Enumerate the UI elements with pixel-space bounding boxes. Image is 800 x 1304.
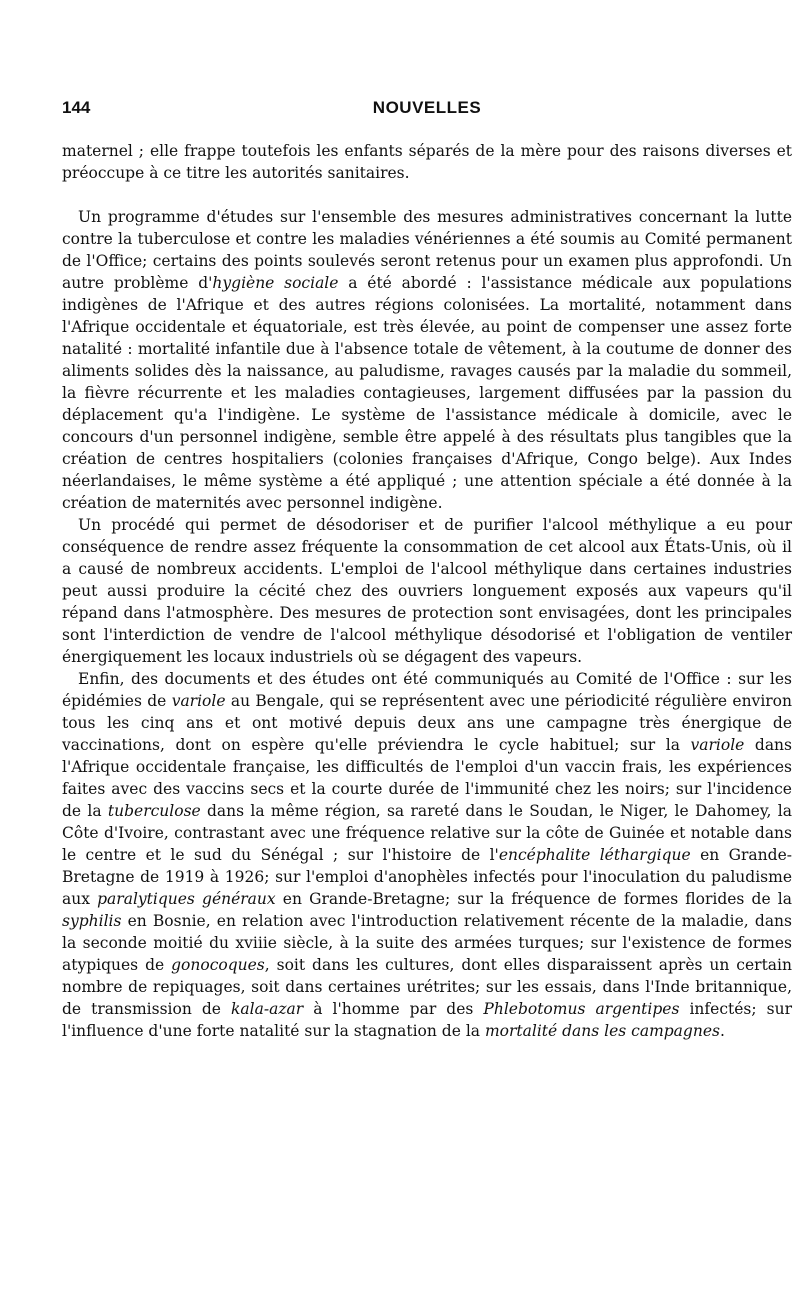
text-run: dans l'Afrique occidentale française, les difficultés de l'emploi d'un vaccin frais, les expériences faites avec des vaccins secs et la courte durée de l'immunité chez les noirs; sur l'incidence de la xyxy=(62,736,792,820)
italic-text: hygiène sociale xyxy=(212,274,339,292)
text-run: en Grande-Bretagne; sur la fréquence de formes florides de la xyxy=(275,890,792,908)
italic-text: gonocoques xyxy=(171,956,265,974)
text-run: maternel ; elle frappe toutefois les enfants séparés de la mère pour des raisons diverses et préoccupe à ce titre les autorités sanitaires. xyxy=(62,142,792,182)
text-run: , soit dans les cultures, dont elles disparaissent après un certain nombre de repiquages, soit dans certaines urétrites; sur les essais, dans l'Inde britannique, de transmission de xyxy=(62,956,792,1018)
text-run: dans la même région, sa rareté dans le Soudan, le Niger, le Dahomey, la Côte d'Ivoire, contrastant avec une fréquence relative sur la côte de Guinée et notable dans le centre et le sud du Sénégal ; sur l'histoire de l' xyxy=(62,802,792,864)
italic-text: encéphalite léthargique xyxy=(498,846,691,864)
text-run: Enfin, des documents et des études ont été communiqués au Comité de l'Office : sur les épidémies de xyxy=(62,670,792,710)
text-run: au Bengale, qui se représentent avec une périodicité régulière environ tous les cinq ans et ont motivé depuis deux ans une campagne très énergique de vaccinations, dont on espère qu'elle préviendra le cycle habituel; sur la xyxy=(62,692,792,754)
paragraph xyxy=(62,140,792,184)
text-run: en Grande-Bretagne de 1919 à 1926; sur l'emploi d'anophèles infectés pour l'inoculation du paludisme aux xyxy=(62,846,792,908)
running-title: NOUVELLES xyxy=(372,98,482,117)
italic-text: tuberculose xyxy=(107,802,201,820)
text-run: Un procédé qui permet de désodoriser et de purifier l'alcool méthylique a eu pour conséquence de rendre assez fréquente la consommation de cet alcool aux États-Unis, où il a causé de nombreux accidents. L'emploi de l'alcool méthylique dans certaines industries peut aussi produire la cécité chez des ouvriers longuement exposés aux vapeurs qu'il répand dans l'atmosphère. Des mesures de protection sont envisagées, dont les principales sont l'interdiction de vendre de l'alcool méthylique désodorisé et l'obligation de ventiler énergiquement les locaux industriels où se dégagent des vapeurs. xyxy=(62,516,792,666)
text-run: . xyxy=(719,1022,725,1040)
page-header xyxy=(62,98,792,124)
text-run: en Bosnie, en relation avec l'introduction relativement récente de la maladie, dans la seconde moitié du xviiie siècle, à la suite des armées turques; sur l'existence de formes atypiques de xyxy=(62,912,792,974)
italic-text: Phlebotomus argentipes xyxy=(483,1000,680,1018)
paragraph xyxy=(62,206,792,514)
text-run: Un programme d'études sur l'ensemble des mesures administratives concernant la lutte contre la tuberculose et contre les maladies vénériennes a été soumis au Comité permanent de l'Office; certains des points soulevés seront retenus pour un examen plus approfondi. Un autre problème d' xyxy=(62,208,792,292)
text-run: à l'homme par des xyxy=(303,1000,484,1018)
paragraph xyxy=(62,668,792,1042)
italic-text: mortalité dans les campagnes xyxy=(484,1022,720,1040)
italic-text: kala-azar xyxy=(231,1000,304,1018)
article-body xyxy=(62,140,792,1042)
italic-text: variole xyxy=(690,736,745,754)
italic-text: variole xyxy=(171,692,226,710)
text-run: a été abordé : l'assistance médicale aux populations indigènes de l'Afrique et des autres régions colonisées. La mortalité, notamment dans l'Afrique occidentale et équatoriale, est très élevée, au point de compenser une assez forte natalité : mortalité infantile due à l'absence totale de vêtement, à la coutume de donner des aliments solides dès la naissance, au paludisme, ravages causés par la maladie du sommeil, la fièvre récurrente et les maladies contagieuses, largement diffusées par la passion du déplacement qu'a l'indigène. Le système de l'assistance médicale à domicile, avec le concours d'un personnel indigène, semble être appelé à des résultats plus tangibles que la création de centres hospitaliers (colonies françaises d'Afrique, Congo belge). Aux Indes néerlandaises, le même système a été appliqué ; une attention spéciale a été donnée à la création de maternités avec personnel indigène. xyxy=(62,274,793,512)
text-run: infectés; sur l'influence d'une forte natalité sur la stagnation de la xyxy=(62,1000,792,1040)
italic-text: syphilis xyxy=(62,912,122,930)
page-number: 144 xyxy=(62,98,91,117)
italic-text: paralytiques généraux xyxy=(97,890,276,908)
paragraph xyxy=(62,514,792,668)
